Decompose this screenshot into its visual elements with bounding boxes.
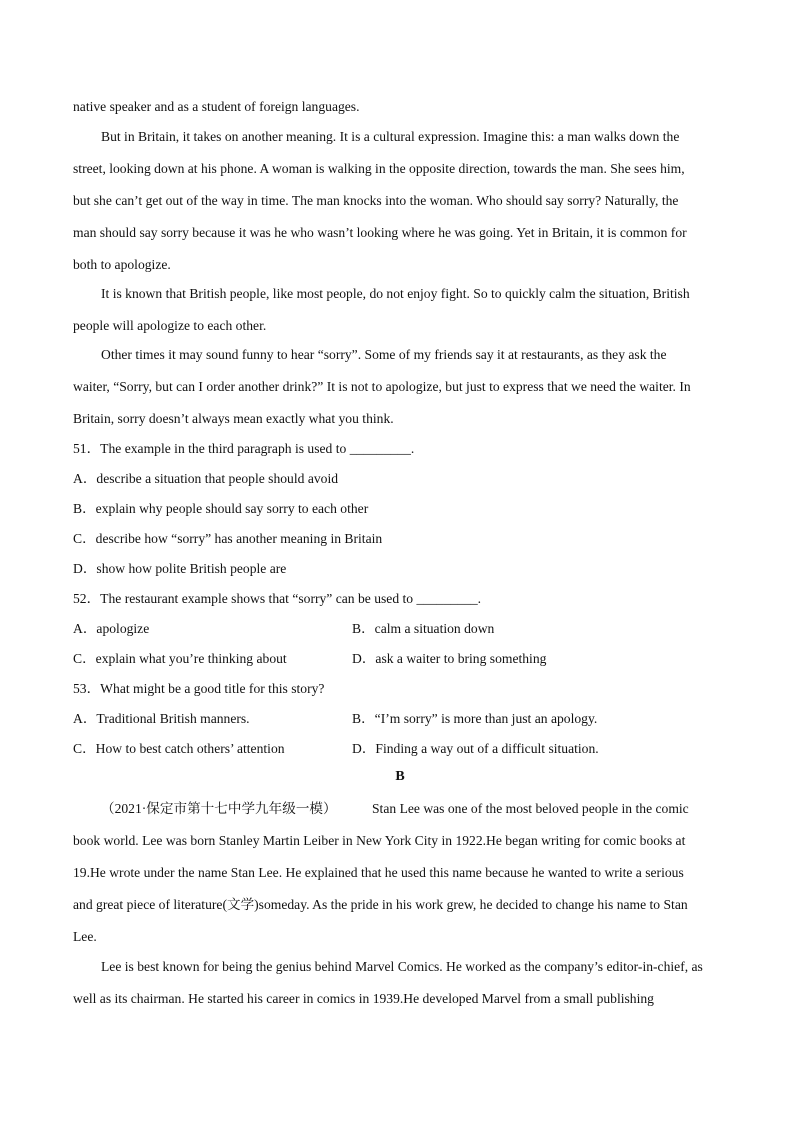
passage-line: street, looking down at his phone. A woman is walking in the opposite direction, towards the man. She sees him, bbox=[73, 161, 685, 176]
passage-line: Other times it may sound funny to hear “sorry”. Some of my friends say it at restaurants, as they ask the bbox=[101, 347, 667, 362]
question-stem: 52．The restaurant example shows that “sorry” can be used to _________. bbox=[73, 591, 482, 606]
passage-line: but she can’t get out of the way in time. The man knocks into the woman. Who should say sorry? Naturally, the bbox=[73, 193, 679, 208]
source-note: （2021·保定市第十七中学九年级一模） bbox=[101, 801, 337, 816]
answer-option: C．explain what you’re thinking about bbox=[73, 651, 287, 666]
answer-option: D．Finding a way out of a difficult situation. bbox=[352, 741, 599, 756]
section-heading: B bbox=[395, 769, 405, 784]
answer-option: B．explain why people should say sorry to each other bbox=[73, 501, 369, 516]
passage-line: book world. Lee was born Stanley Martin Leiber in New York City in 1922.He began writing for comic books at bbox=[73, 833, 686, 848]
passage-line: Stan Lee was one of the most beloved people in the comic bbox=[372, 801, 689, 816]
passage-line: waiter, “Sorry, but can I order another drink?” It is not to apologize, but just to express that we need the waiter. In bbox=[73, 379, 691, 394]
answer-option: D．show how polite British people are bbox=[73, 561, 287, 576]
question-stem: 51．The example in the third paragraph is used to _________. bbox=[73, 441, 415, 456]
passage-line: Britain, sorry doesn’t always mean exactly what you think. bbox=[73, 411, 394, 426]
answer-option: A．describe a situation that people should avoid bbox=[73, 471, 339, 486]
passage-line: 19.He wrote under the name Stan Lee. He explained that he used this name because he wanted to write a serious bbox=[73, 865, 684, 880]
passage-line: people will apologize to each other. bbox=[73, 318, 267, 333]
question-stem: 53．What might be a good title for this story? bbox=[73, 681, 325, 696]
passage-line: both to apologize. bbox=[73, 257, 171, 272]
passage-line: It is known that British people, like most people, do not enjoy fight. So to quickly calm the situation, British bbox=[101, 286, 690, 301]
passage-line: and great piece of literature(文学)someday. As the pride in his work grew, he decided to change his name to Stan bbox=[73, 897, 688, 912]
answer-option: B．“I’m sorry” is more than just an apology. bbox=[352, 711, 598, 726]
answer-option: B．calm a situation down bbox=[352, 621, 495, 636]
answer-option: A．Traditional British manners. bbox=[73, 711, 250, 726]
passage-line: well as its chairman. He started his career in comics in 1939.He developed Marvel from a small publishing bbox=[73, 991, 654, 1006]
answer-option: C．describe how “sorry” has another meaning in Britain bbox=[73, 531, 383, 546]
passage-line: But in Britain, it takes on another meaning. It is a cultural expression. Imagine this: a man walks down the bbox=[101, 129, 680, 144]
passage-line: Lee is best known for being the genius behind Marvel Comics. He worked as the company’s editor-in-chief, as bbox=[101, 959, 703, 974]
passage-line: man should say sorry because it was he who wasn’t looking where he was going. Yet in Britain, it is common for bbox=[73, 225, 687, 240]
passage-line: Lee. bbox=[73, 929, 97, 944]
answer-option: C．How to best catch others’ attention bbox=[73, 741, 285, 756]
answer-option: D．ask a waiter to bring something bbox=[352, 651, 547, 666]
answer-option: A．apologize bbox=[73, 621, 150, 636]
passage-line: native speaker and as a student of foreign languages. bbox=[73, 99, 360, 114]
